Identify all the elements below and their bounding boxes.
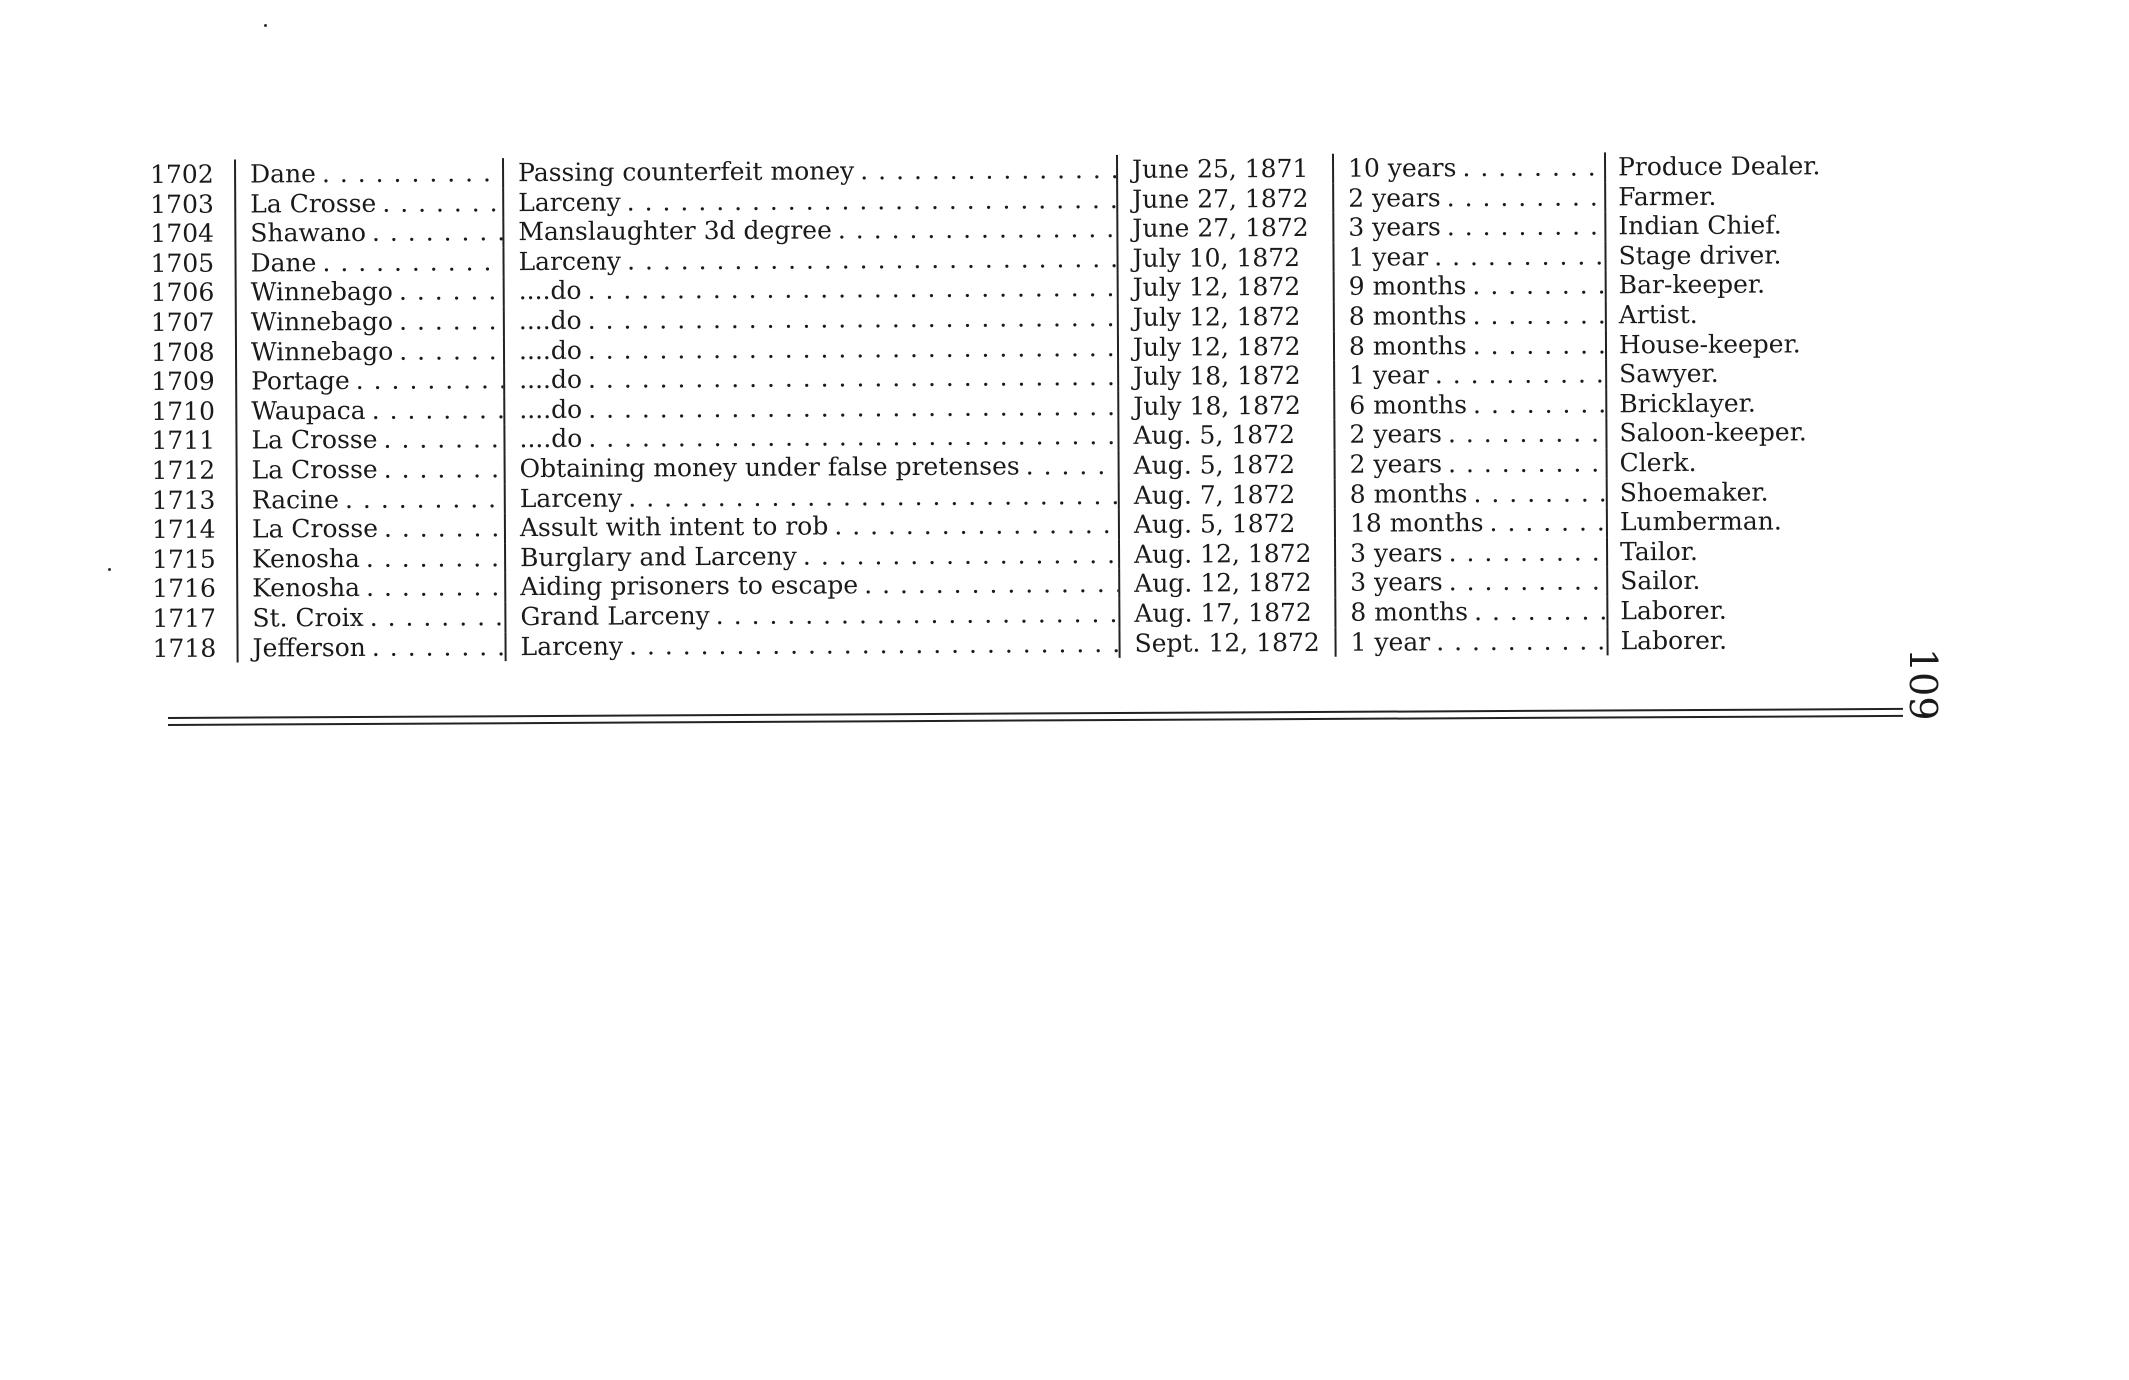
county-cell: [236, 572, 504, 603]
sentence-date-cell-text: July 10, 1872: [1132, 243, 1306, 274]
occupation-cell: [1606, 565, 1906, 596]
term-cell-text: 2 years: [1349, 449, 1443, 479]
county-cell-text: La Crosse: [251, 425, 378, 455]
crime-cell: [503, 421, 1117, 454]
crime-cell-text: Aiding prisoners to escape: [520, 570, 859, 602]
term-cell-text: 9 months: [1348, 271, 1467, 302]
row-number-text: 1712: [152, 456, 222, 486]
occupation-cell-text: Bricklayer.: [1619, 388, 1762, 418]
county-cell-text: Waupaca: [251, 395, 366, 426]
term-cell: [1334, 508, 1606, 539]
term-cell: [1334, 448, 1606, 479]
crime-cell: [504, 480, 1118, 513]
occupation-cell: [1606, 595, 1906, 626]
sentence-date-cell: [1116, 213, 1332, 244]
sentence-date-cell-text: Aug. 7, 1872: [1134, 480, 1302, 510]
term-cell: [1334, 537, 1606, 568]
sentence-date-cell-text: July 12, 1872: [1133, 332, 1307, 363]
county-cell-text: La Crosse: [251, 454, 378, 485]
sentence-date-cell: [1116, 183, 1332, 214]
county-cell: [234, 247, 502, 278]
occupation-cell-text: Farmer.: [1618, 181, 1722, 211]
county-cell-text: Winnebago: [250, 336, 394, 367]
county-cell-text: Winnebago: [250, 277, 393, 307]
county-cell-text: Kenosha: [252, 573, 361, 603]
term-cell: [1332, 212, 1604, 243]
row-number-text: 1707: [151, 308, 221, 338]
sentence-date-cell: [1117, 272, 1333, 303]
row-number-text: 1702: [150, 160, 220, 190]
occupation-cell: [1606, 476, 1906, 507]
county-cell: [235, 424, 503, 455]
term-cell-text: 3 years: [1348, 212, 1441, 242]
sentence-date-cell: [1118, 568, 1334, 599]
county-cell-text: Portage: [251, 366, 350, 396]
row-number-text: 1704: [150, 219, 220, 249]
occupation-cell: [1605, 358, 1905, 389]
crime-cell-text: ....do: [518, 276, 582, 306]
row-number: [150, 219, 234, 249]
county-cell-text: Shawano: [250, 218, 367, 248]
sentence-date-cell: [1118, 450, 1334, 481]
row-number: [152, 544, 236, 574]
occupation-cell: [1606, 624, 1906, 655]
term-cell: [1333, 271, 1605, 302]
sentence-date-cell-text: Aug. 5, 1872: [1133, 420, 1301, 450]
row-number: [151, 396, 235, 426]
term-cell-text: 2 years: [1348, 182, 1441, 213]
occupation-cell: [1604, 240, 1904, 271]
row-number-text: 1710: [151, 396, 221, 426]
sentence-date-cell-text: Aug. 12, 1872: [1134, 539, 1318, 570]
row-number-text: 1716: [152, 574, 222, 604]
county-cell: [236, 484, 504, 515]
county-cell: [235, 306, 503, 337]
county-cell-text: La Crosse: [251, 513, 379, 544]
occupation-cell: [1605, 328, 1905, 359]
row-number-text: 1705: [150, 248, 220, 278]
row-number: [151, 278, 235, 308]
occupation-cell-text: Shoemaker.: [1620, 477, 1775, 507]
sentence-date-cell-text: Aug. 17, 1872: [1134, 598, 1318, 629]
term-cell-text: 6 months: [1349, 389, 1468, 420]
county-cell-text: Dane: [249, 159, 317, 189]
county-cell: [235, 277, 503, 308]
occupation-cell: [1605, 299, 1905, 330]
row-number: [151, 426, 235, 456]
occupation-cell-text: Laborer.: [1620, 596, 1733, 626]
term-cell-text: 1 year: [1350, 626, 1431, 657]
crime-cell-text: Manslaughter 3d degree: [518, 215, 832, 247]
term-cell-text: 8 months: [1348, 330, 1467, 361]
crime-cell: [502, 214, 1116, 247]
occupation-cell-text: Lumberman.: [1620, 507, 1788, 537]
sentence-date-cell-text: Aug. 5, 1872: [1134, 450, 1302, 480]
term-cell-text: 8 months: [1350, 597, 1469, 627]
row-number: [150, 189, 234, 219]
term-cell: [1334, 478, 1606, 509]
crime-cell: [504, 628, 1118, 661]
row-number-text: 1708: [151, 337, 221, 367]
sentence-date-cell: [1116, 154, 1332, 185]
occupation-cell-text: Tailor.: [1620, 537, 1704, 567]
sentence-date-cell-text: July 12, 1872: [1133, 302, 1307, 333]
occupation-cell-text: Sawyer.: [1619, 359, 1725, 389]
crime-cell-text: Passing counterfeit money: [517, 156, 855, 188]
table-body: [150, 151, 1913, 663]
crime-cell-text: Burglary and Larceny: [520, 541, 797, 572]
term-cell: [1333, 360, 1605, 391]
crime-cell: [503, 303, 1117, 336]
sentence-date-cell: [1117, 420, 1333, 451]
crime-cell-text: Larceny: [518, 187, 621, 217]
term-cell-text: 1 year: [1349, 360, 1429, 390]
row-number-text: 1711: [151, 426, 221, 456]
crime-cell: [503, 333, 1117, 366]
crime-cell: [502, 155, 1116, 188]
sentence-date-cell-text: June 25, 1871: [1132, 154, 1314, 185]
county-cell-text: La Crosse: [250, 188, 377, 219]
sentence-date-cell: [1116, 243, 1332, 274]
crime-cell: [503, 273, 1117, 306]
sentence-date-cell: [1118, 509, 1334, 540]
crime-cell: [504, 451, 1118, 484]
crime-cell-text: ....do: [519, 364, 583, 395]
county-cell: [234, 188, 502, 219]
sentence-date-cell-text: July 12, 1872: [1133, 272, 1307, 303]
county-cell-text: Kenosha: [252, 543, 360, 574]
row-number: [150, 160, 234, 190]
occupation-cell: [1604, 180, 1904, 211]
term-cell-text: 8 months: [1348, 301, 1467, 331]
county-cell: [234, 158, 502, 189]
crime-cell: [504, 510, 1118, 543]
occupation-cell: [1604, 210, 1904, 241]
occupation-cell-text: Indian Chief.: [1618, 211, 1787, 241]
crime-cell-text: Larceny: [520, 631, 624, 661]
occupation-cell-text: Saloon-keeper.: [1619, 418, 1813, 449]
sentence-date-cell: [1117, 331, 1333, 362]
county-cell: [234, 217, 502, 248]
term-cell: [1334, 596, 1606, 627]
occupation-cell-text: Clerk.: [1620, 448, 1703, 478]
term-cell: [1333, 330, 1605, 361]
crime-cell-text: ....do: [519, 394, 583, 424]
crime-cell-text: Larceny: [519, 483, 623, 513]
term-cell: [1333, 300, 1605, 331]
term-cell: [1334, 567, 1606, 598]
row-number-text: 1709: [151, 367, 221, 397]
row-number-text: 1718: [152, 633, 222, 663]
ink-speck: [108, 568, 111, 571]
county-cell-text: Jefferson: [252, 632, 366, 662]
county-cell-text: St. Croix: [252, 602, 364, 633]
county-cell: [235, 336, 503, 367]
row-number: [152, 455, 236, 485]
crime-cell: [504, 540, 1118, 573]
term-cell: [1333, 389, 1605, 420]
term-cell-text: 2 years: [1349, 419, 1442, 450]
row-number: [152, 515, 236, 545]
occupation-cell-text: Bar-keeper.: [1619, 270, 1772, 300]
county-cell: [236, 513, 504, 544]
sentence-date-cell-text: July 18, 1872: [1133, 361, 1307, 392]
sentence-date-cell-text: Sept. 12, 1872: [1134, 627, 1325, 658]
crime-cell: [503, 392, 1117, 425]
row-number-text: 1715: [152, 544, 222, 574]
term-cell-text: 1 year: [1348, 242, 1429, 272]
term-cell-text: 3 years: [1350, 567, 1443, 598]
row-number-text: 1713: [152, 485, 222, 515]
sentence-date-cell: [1118, 598, 1334, 629]
county-cell-text: Racine: [251, 484, 340, 515]
occupation-cell-text: Artist.: [1619, 300, 1704, 330]
term-cell-text: 8 months: [1349, 478, 1468, 509]
row-number: [152, 574, 236, 604]
county-cell: [235, 395, 503, 426]
occupation-cell-text: House-keeper.: [1619, 329, 1807, 360]
row-number: [150, 248, 234, 278]
sentence-date-cell: [1117, 391, 1333, 422]
occupation-cell: [1605, 417, 1905, 448]
term-cell-text: 3 years: [1349, 537, 1443, 568]
crime-cell-text: Larceny: [518, 246, 622, 276]
crime-cell-text: Obtaining money under false pretenses: [519, 451, 1020, 484]
crime-cell-text: ....do: [518, 305, 582, 336]
row-number: [151, 308, 235, 338]
row-number-text: 1717: [152, 604, 222, 634]
term-cell-text: 18 months: [1349, 508, 1484, 538]
crime-cell: [504, 569, 1118, 602]
crime-cell-text: Assult with intent to rob: [519, 511, 829, 543]
county-cell: [236, 543, 504, 574]
sentence-date-cell: [1117, 302, 1333, 333]
term-cell: [1332, 241, 1604, 272]
county-cell: [236, 602, 504, 633]
sentence-date-cell-text: July 18, 1872: [1133, 391, 1307, 422]
row-number: [152, 603, 236, 633]
ink-speck: [264, 24, 267, 27]
page-number: 109: [1901, 648, 1945, 721]
term-cell: [1332, 152, 1604, 183]
occupation-cell: [1604, 151, 1904, 182]
row-number-text: 1706: [151, 278, 221, 308]
sentence-date-cell: [1117, 361, 1333, 392]
occupation-cell-text: Sailor.: [1620, 566, 1706, 596]
occupation-cell-text: Laborer.: [1620, 625, 1733, 655]
occupation-cell: [1606, 536, 1906, 567]
county-cell: [236, 632, 504, 663]
term-cell: [1334, 626, 1606, 657]
crime-cell: [502, 244, 1116, 277]
crime-cell-text: ....do: [519, 424, 583, 454]
row-number: [151, 367, 235, 397]
sentence-date-cell: [1118, 479, 1334, 510]
occupation-cell: [1606, 506, 1906, 537]
term-cell-text: 10 years: [1347, 153, 1457, 183]
crime-cell: [504, 599, 1118, 632]
sentence-date-cell-text: Aug. 5, 1872: [1134, 509, 1302, 539]
occupation-cell: [1606, 447, 1906, 478]
row-number: [152, 485, 236, 515]
sentence-date-cell: [1118, 539, 1334, 570]
crime-cell-text: ....do: [518, 335, 582, 365]
sentence-date-cell: [1118, 627, 1334, 658]
county-cell-text: Winnebago: [250, 306, 394, 337]
row-number: [152, 633, 236, 663]
county-cell-text: Dane: [250, 247, 317, 278]
convict-register-table: [150, 151, 1913, 663]
crime-cell: [502, 185, 1116, 218]
occupation-cell-text: Stage driver.: [1618, 240, 1787, 270]
crime-cell-text: Grand Larceny: [520, 600, 710, 631]
county-cell: [235, 365, 503, 396]
occupation-cell-text: Produce Dealer.: [1618, 151, 1827, 182]
term-cell: [1333, 419, 1605, 450]
term-cell: [1332, 182, 1604, 213]
occupation-cell: [1605, 388, 1905, 419]
sentence-date-cell-text: June 27, 1872: [1132, 213, 1314, 244]
row-number-text: 1714: [152, 515, 222, 545]
occupation-cell: [1605, 269, 1905, 300]
sentence-date-cell-text: June 27, 1872: [1132, 183, 1314, 214]
row-number-text: 1703: [150, 189, 220, 219]
sentence-date-cell-text: Aug. 12, 1872: [1134, 568, 1318, 599]
row-number: [151, 337, 235, 367]
county-cell: [236, 454, 504, 485]
crime-cell: [503, 362, 1117, 395]
